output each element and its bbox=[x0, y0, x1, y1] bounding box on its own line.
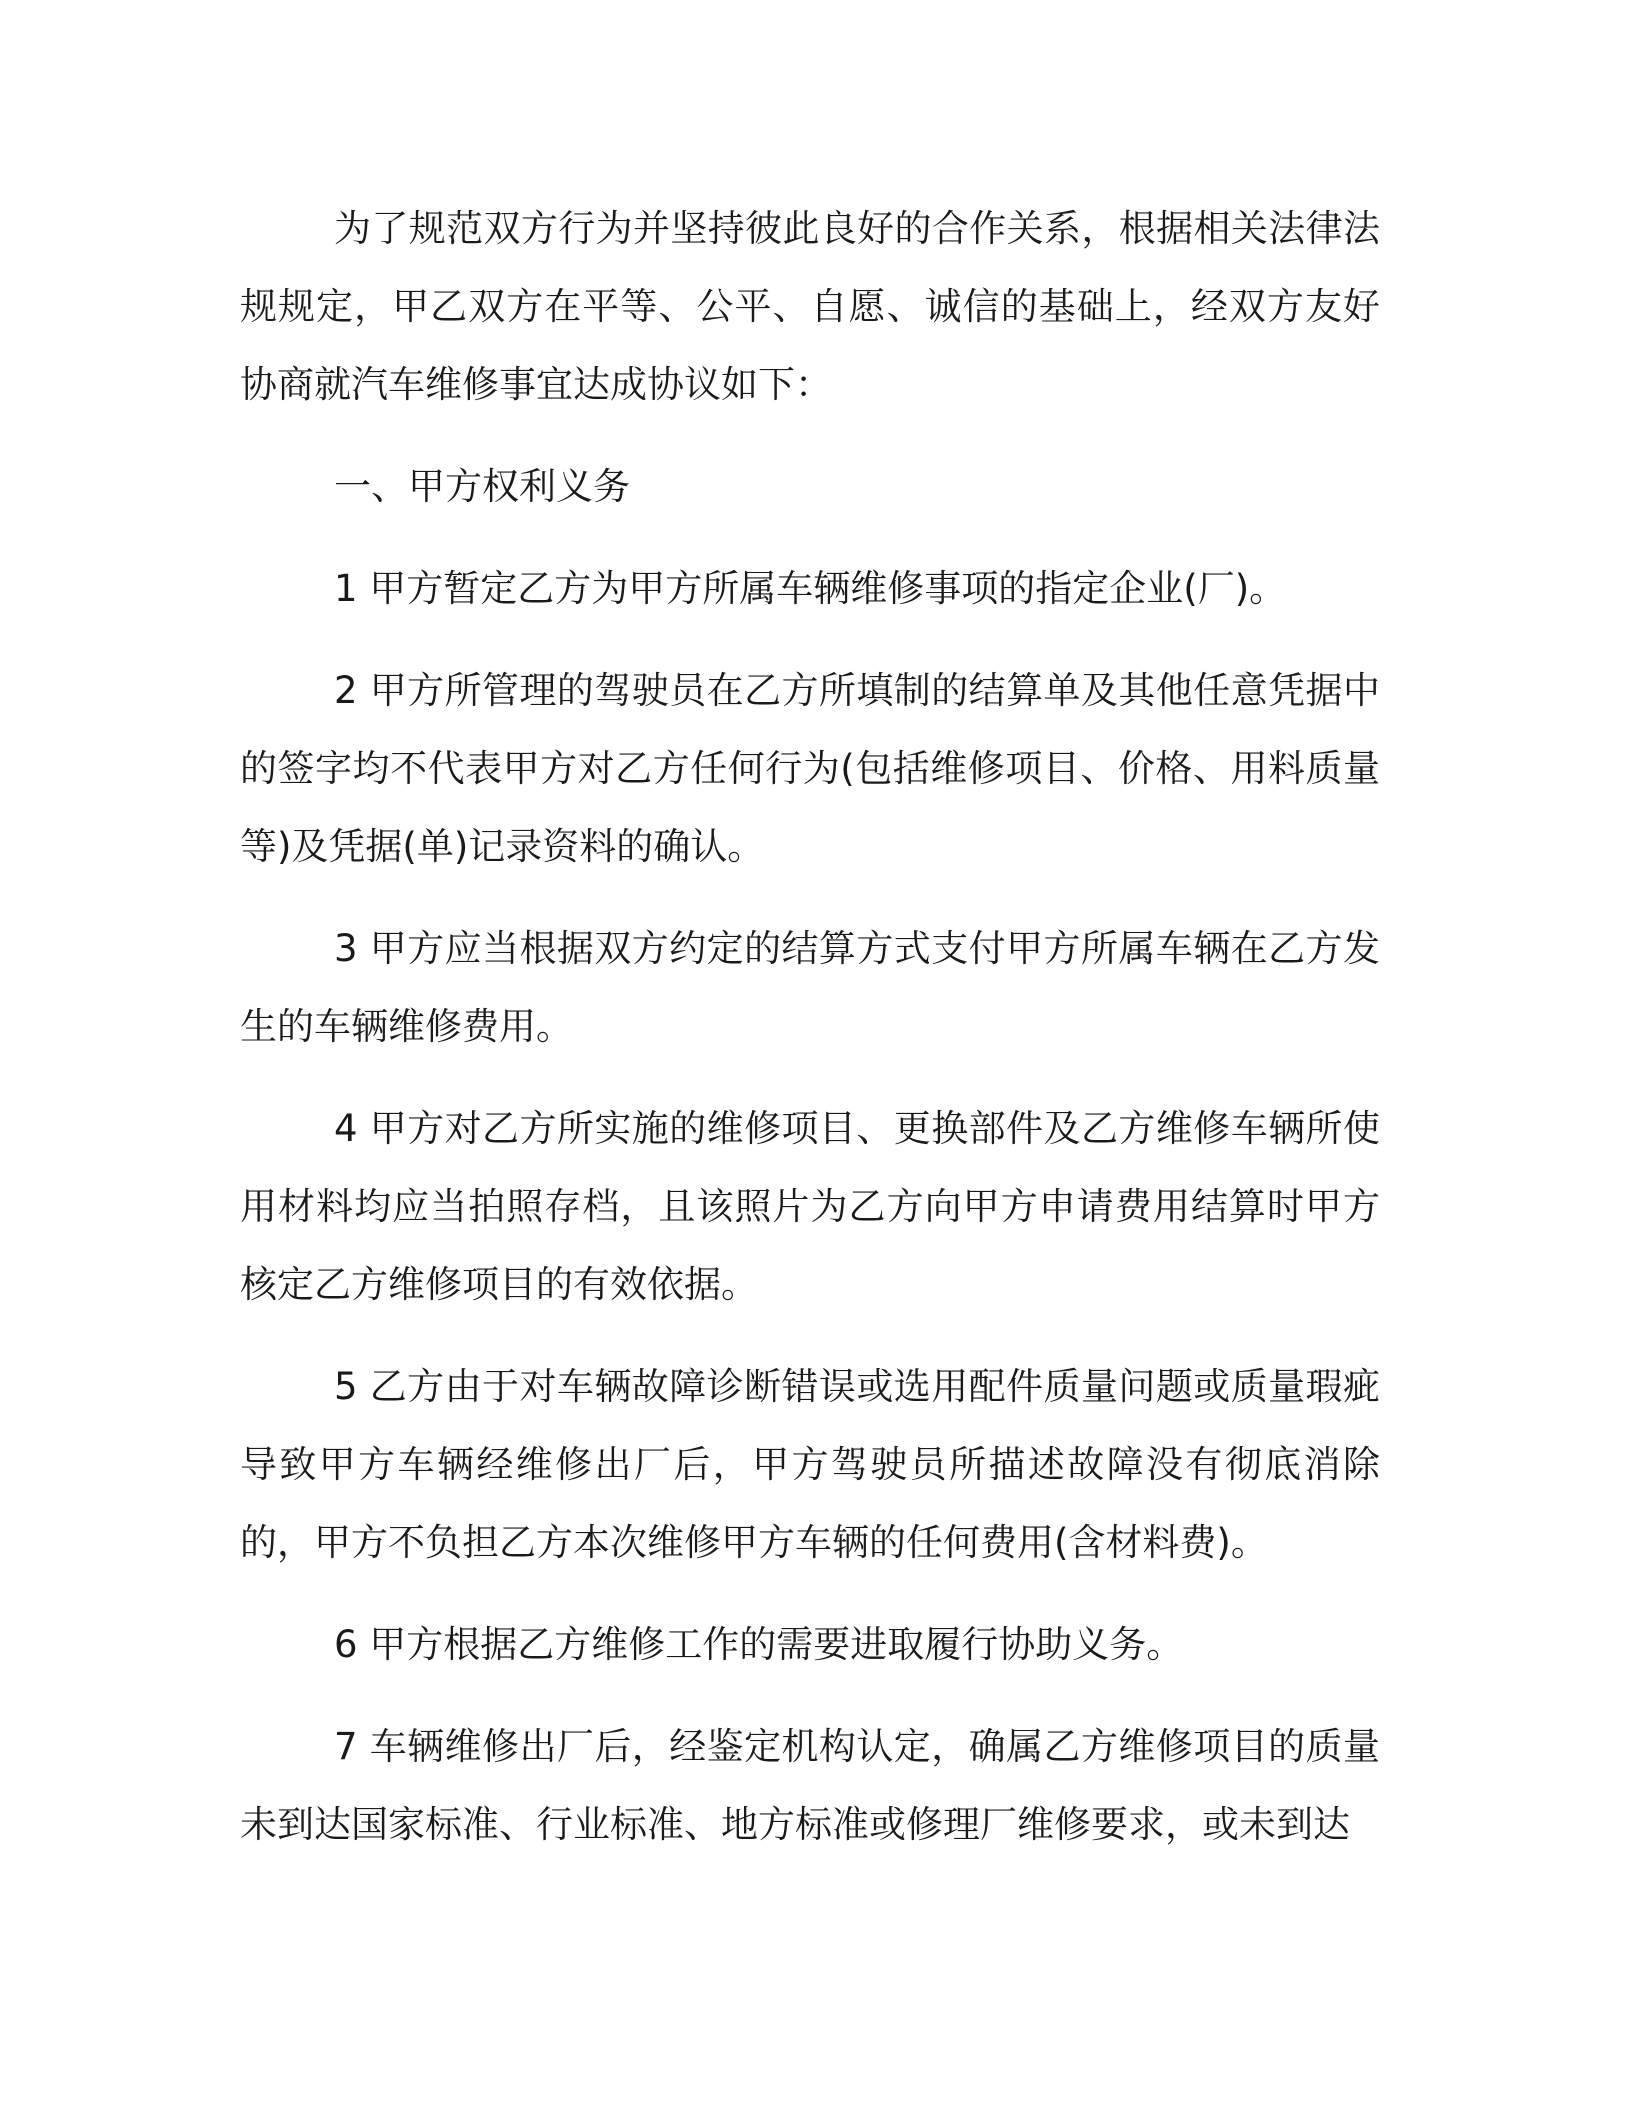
clause-2: 2 甲方所管理的驾驶员在乙方所填制的结算单及其他任意凭据中的签字均不代表甲方对乙方任何行为(包括维修项目、价格、用料质量等)及凭据(单)记录资料的确认。 bbox=[240, 669, 1380, 868]
document-body bbox=[240, 190, 1380, 1888]
clause-6: 6 甲方根据乙方维修工作的需要进取履行协助义务。 bbox=[334, 1623, 1184, 1666]
clause-4: 4 甲方对乙方所实施的维修项目、更换部件及乙方维修车辆所使用材料均应当拍照存档，且该照片为乙方向甲方申请费用结算时甲方核定乙方维修项目的有效依据。 bbox=[240, 1107, 1380, 1306]
clause-7: 7 车辆维修出厂后，经鉴定机构认定，确属乙方维修项目的质量未到达国家标准、行业标准、地方标准或修理厂维修要求，或未到达 bbox=[240, 1725, 1380, 1846]
section-heading: 一、甲方权利义务 bbox=[334, 465, 630, 508]
clause-3: 3 甲方应当根据双方约定的结算方式支付甲方所属车辆在乙方发生的车辆维修费用。 bbox=[240, 927, 1380, 1048]
intro-paragraph: 为了规范双方行为并坚持彼此良好的合作关系，根据相关法律法规规定，甲乙双方在平等、公平、自愿、诚信的基础上，经双方友好协商就汽车维修事宜达成协议如下： bbox=[240, 207, 1380, 406]
clause-1: 1 甲方暂定乙方为甲方所属车辆维修事项的指定企业(厂)。 bbox=[334, 567, 1287, 610]
clause-5: 5 乙方由于对车辆故障诊断错误或选用配件质量问题或质量瑕疵导致甲方车辆经维修出厂后，甲方驾驶员所描述故障没有彻底消除的，甲方不负担乙方本次维修甲方车辆的任何费用(含材料费)。 bbox=[240, 1365, 1380, 1564]
